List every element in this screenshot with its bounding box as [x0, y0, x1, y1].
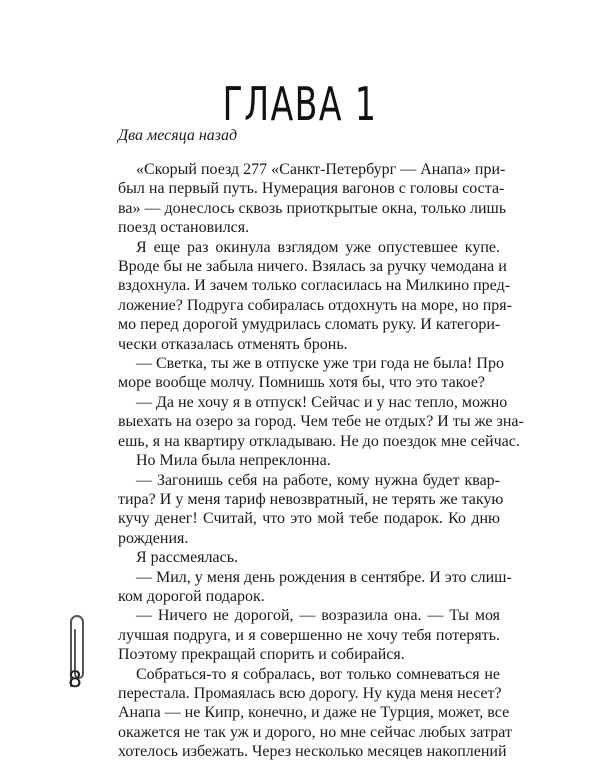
text-line: ешь, я на квартиру откладываю. Не до поездок мне сейчас. [118, 432, 520, 450]
text-line: выехать на озеро за город. Чем тебе не отдых? И ты же зна- [118, 413, 524, 431]
text-line: Я еще раз окинула взглядом уже опустевшее купе. [136, 238, 500, 256]
text-line: окажется не так уж и дорого, но мне сейчас любых затрат [118, 723, 512, 741]
text-line: ложение? Подруга собиралась отдохнуть на море, но пря- [118, 296, 512, 314]
text-line: — Загонишь себя на работе, кому нужна будет квар- [136, 471, 500, 489]
text-line: рождения. [118, 529, 189, 547]
text-line: тира? И у меня тариф невозвратный, не терять же такую [118, 490, 504, 508]
text-line: «Скорый поезд 277 «Санкт-Петербург — Анапа» при- [136, 161, 506, 178]
body-text [118, 160, 524, 762]
text-line: поезд остановился. [118, 219, 250, 237]
text-line: Я рассмеялась. [136, 549, 239, 567]
paragraph [118, 238, 512, 354]
text-line: Поэтому прекращай спорить и собирайся. [118, 646, 405, 664]
text-line: кучу денег! Считай, что это мой тебе подарок. Ко дню [118, 510, 500, 528]
text-line: — Да не хочу я в отпуск! Сейчас и у нас тепло, можно [136, 393, 508, 411]
text-line: Анапа — не Кипр, конечно, и даже не Турция, может, все [118, 704, 510, 722]
text-line: — Светка, ты же в отпуске уже три года не была! Про [136, 355, 504, 373]
text-line: Собраться-то я собралась, вот только сомневаться не [136, 665, 500, 683]
text-line: — Ничего не дорогой, — возразила она. — Ты моя [136, 607, 500, 625]
text-line: Вроде бы не забыла ничего. Взялась за ручку чемодана и [118, 258, 507, 276]
paragraph [118, 393, 524, 451]
text-line: — Мил, у меня день рождения в сентябре. И это слиш- [136, 568, 512, 586]
paragraph [118, 471, 504, 549]
paragraph [118, 665, 512, 762]
paragraph [118, 548, 500, 567]
text-line: море вообще молчу. Помнишь хотя бы, что это такое? [118, 374, 486, 392]
epigraph: Два месяца назад [118, 127, 238, 144]
page-number: 8 [68, 668, 82, 693]
paragraph [118, 606, 500, 664]
text-line: вздохнула. И зачем только согласилась на Милкино пред- [118, 277, 511, 295]
text-line: перестала. Промаялась всю дорогу. Ну куда меня несет? [118, 684, 502, 702]
text-line: ком дорогой подарок. [118, 587, 265, 605]
paragraph [118, 568, 512, 607]
chapter-title: ГЛАВА 1 [222, 76, 378, 131]
paragraph [118, 160, 507, 238]
text-line: Но Мила была непреклонна. [136, 452, 331, 470]
paragraph [118, 354, 504, 393]
text-line: был на первый путь. Нумерация вагонов с головы соста- [118, 180, 505, 198]
text-line: лучшая подруга, и я совершенно не хочу тебя потерять. [118, 626, 500, 644]
text-line: хотелось избежать. Через несколько месяцев накоплений [118, 743, 507, 761]
text-line: мо перед дорогой умудрилась сломать руку. И категори- [118, 316, 501, 334]
text-line: чески отказалась отменять бронь. [118, 335, 348, 353]
paragraph [118, 451, 500, 470]
text-line: ва» — донеслось сквозь приоткрытые окна, только лишь [118, 199, 507, 217]
